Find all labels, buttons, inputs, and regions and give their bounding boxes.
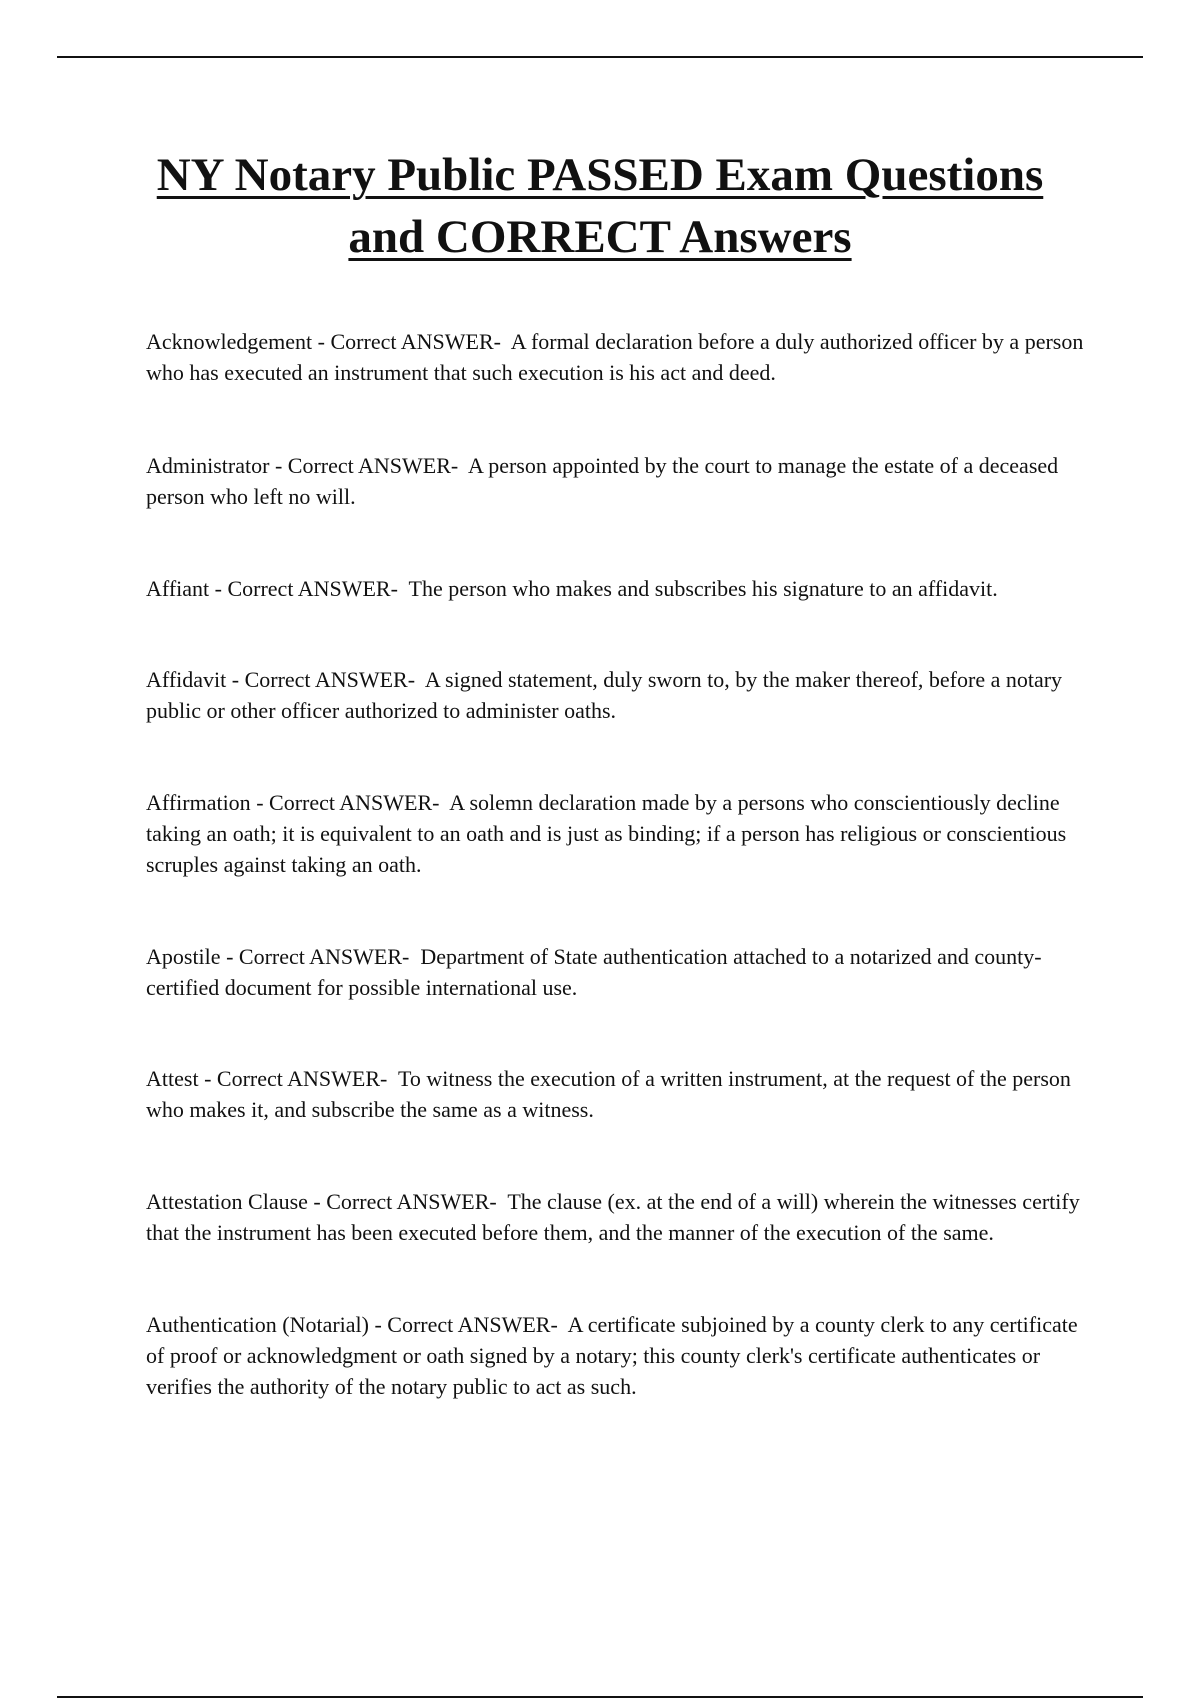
entry-term: Acknowledgement bbox=[146, 329, 313, 354]
entry-definition: The clause (ex. at the end of a will) wherein the witnesses certify that the instrument has been executed before them, and the manner of the execution of the same. bbox=[146, 1189, 1080, 1245]
entry-administrator bbox=[146, 450, 1101, 512]
entry-term: Apostile bbox=[146, 944, 221, 969]
entry-term: Attest bbox=[146, 1066, 199, 1091]
entry-affirmation bbox=[146, 787, 1101, 880]
entry-separator: - Correct ANSWER- bbox=[209, 576, 409, 601]
entry-authentication-notarial bbox=[146, 1309, 1101, 1402]
entry-definition: A person appointed by the court to manage the estate of a deceased person who left no will. bbox=[146, 453, 1059, 509]
entry-definition: To witness the execution of a written instrument, at the request of the person who makes it, and subscribe the same as a witness. bbox=[146, 1066, 1071, 1122]
entry-definition: A solemn declaration made by a persons who conscientiously decline taking an oath; it is equivalent to an oath and is just as binding; if a person has religious or conscientious scruples against taking an oath. bbox=[146, 790, 1067, 877]
entry-separator: - Correct ANSWER- bbox=[198, 1066, 398, 1091]
entry-separator: - Correct ANSWER- bbox=[368, 1312, 568, 1337]
entry-term: Affirmation bbox=[146, 790, 251, 815]
bottom-rule bbox=[57, 1696, 1143, 1698]
entry-term: Affiant bbox=[146, 576, 210, 601]
entry-separator: - Correct ANSWER- bbox=[312, 329, 511, 354]
entry-term: Authentication (Notarial) bbox=[146, 1312, 369, 1337]
entry-term: Affidavit bbox=[146, 667, 227, 692]
entry-affidavit bbox=[146, 664, 1101, 726]
entry-separator: - Correct ANSWER- bbox=[226, 667, 425, 692]
entry-apostile bbox=[146, 941, 1101, 1003]
entry-acknowledgement bbox=[146, 326, 1101, 388]
entry-definition: A formal declaration before a duly authorized officer by a person who has executed an instrument that such execution is his act and deed. bbox=[146, 329, 1084, 385]
entry-definition: The person who makes and subscribes his signature to an affidavit. bbox=[408, 576, 998, 601]
entry-term: Administrator bbox=[146, 453, 270, 478]
entries-list bbox=[146, 326, 1101, 1402]
entry-affiant bbox=[146, 573, 1101, 604]
page-title bbox=[100, 144, 1100, 268]
entry-attest bbox=[146, 1063, 1101, 1125]
entry-separator: - Correct ANSWER- bbox=[307, 1189, 508, 1214]
entry-separator: - Correct ANSWER- bbox=[250, 790, 450, 815]
entry-definition: A signed statement, duly sworn to, by the maker thereof, before a notary public or other officer authorized to administer oaths. bbox=[146, 667, 1063, 723]
entry-separator: - Correct ANSWER- bbox=[269, 453, 469, 478]
entry-definition: Department of State authentication attached to a notarized and county-certified document for possible international use. bbox=[146, 944, 1042, 1000]
top-rule bbox=[57, 56, 1143, 58]
entry-separator: - Correct ANSWER- bbox=[220, 944, 421, 969]
entry-term: Attestation Clause bbox=[146, 1189, 308, 1214]
entry-definition: A certificate subjoined by a county clerk to any certificate of proof or acknowledgment or oath signed by a notary; this county clerk's certificate authenticates or verifies the authority of the notary public to act as such. bbox=[146, 1312, 1078, 1399]
entry-attestation-clause bbox=[146, 1186, 1101, 1248]
title-line-1: NY Notary Public PASSED Exam Questions bbox=[156, 149, 1044, 201]
title-line-2: and CORRECT Answers bbox=[348, 211, 852, 263]
